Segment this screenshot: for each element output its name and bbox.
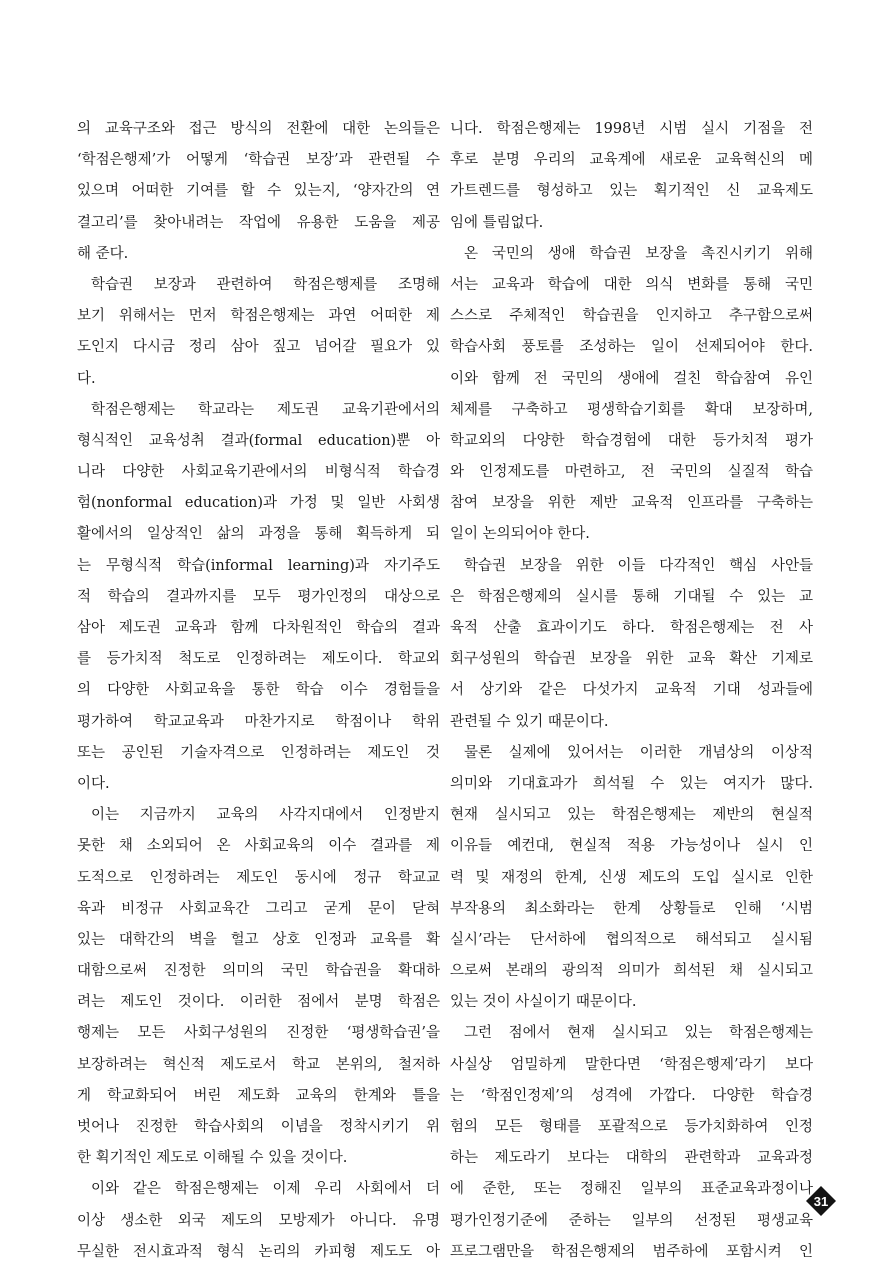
text-line: 스스로 주체적인 학습권을 인지하고 추구함으로써: [450, 308, 813, 325]
text-line: 해 준다.: [77, 245, 129, 262]
text-line: 있는 대학간의 벽을 헐고 상호 인정과 교육를 확: [77, 931, 440, 948]
text-line: 있으며 어떠한 기여를 할 수 있는지, ‘양자간의 연: [77, 183, 440, 200]
text-line: 실시’라는 단서하에 협의적으로 해석되고 실시됨: [450, 931, 813, 948]
page-number-diamond: [805, 1185, 837, 1217]
text-line: 프로그램만을 학점은행제의 범주하에 포함시켜 인: [450, 1243, 813, 1260]
text-line: 은 학점은행제의 실시를 통해 기대될 수 있는 교: [450, 588, 813, 605]
text-line: 서 상기와 같은 다섯가지 교육적 기대 성과들에: [450, 682, 813, 699]
text-line: 사실상 엄밀하게 말한다면 ‘학점은행제’라기 보다: [450, 1056, 813, 1073]
text-line: 험의 모든 형태를 포괄적으로 등가치화하여 인정: [450, 1119, 813, 1135]
text-line: 이다.: [77, 775, 110, 792]
left-column: [77, 114, 440, 1268]
text-line: 이상 생소한 외국 제도의 모방제가 아니다. 유명: [77, 1212, 440, 1229]
text-line: 있는 것이 사실이기 때문이다.: [450, 994, 637, 1011]
text-line: 평가하여 학교교육과 마찬가지로 학점이나 학위: [77, 713, 440, 730]
text-line: 후로 분명 우리의 교육계에 새로운 교육혁신의 메: [450, 152, 813, 169]
text-line: 이와 함께 전 국민의 생애에 걸친 학습참여 유인: [450, 370, 813, 387]
text-line: 삼아 제도권 교육과 함께 다차원적인 학습의 결과: [77, 620, 440, 636]
text-line: 무실한 전시효과적 형식 논리의 카피형 제도도 아: [77, 1243, 440, 1260]
text-line: 결고리’를 찾아내려는 작업에 유용한 도움을 제공: [77, 214, 440, 231]
text-line: 부작용의 최소화라는 한계 상황들로 인해 ‘시범: [450, 900, 813, 917]
text-line: 행제는 모든 사회구성원의 진정한 ‘평생학습권’을: [77, 1025, 440, 1042]
text-line: 는 ‘학점인정제’의 성격에 가깝다. 다양한 학습경: [450, 1087, 813, 1104]
text-line: 못한 채 소외되어 온 사회교육의 이수 결과를 제: [77, 838, 440, 855]
text-line: 회구성원의 학습권 보장을 위한 교육 확산 기제로: [450, 651, 813, 668]
text-line: 학습권 보장을 위한 이들 다각적인 핵심 사안들: [464, 557, 813, 574]
text-line: 물론 실제에 있어서는 이러한 개념상의 이상적: [464, 744, 813, 761]
text-line: 의 교육구조와 접근 방식의 전환에 대한 논의들은: [77, 121, 440, 137]
text-line: 온 국민의 생애 학습권 보장을 촉진시키기 위해: [464, 245, 813, 262]
right-column: [450, 114, 813, 1268]
text-line: 에 준한, 또는 정해진 일부의 표준교육과정이나: [450, 1181, 813, 1198]
text-line: 한 획기적인 제도로 이해될 수 있을 것이다.: [77, 1150, 348, 1167]
text-line: 벗어나 진정한 학습사회의 이념을 정착시키기 위: [77, 1119, 440, 1135]
text-line: 서는 교육과 학습에 대한 의식 변화를 통해 국민: [450, 276, 813, 293]
text-line: 는 무형식적 학습(informal learning)과 자기주도: [77, 557, 440, 574]
text-line: 관련될 수 있기 때문이다.: [450, 713, 609, 730]
text-line: 니다. 학점은행제는 1998년 시범 실시 기점을 전: [450, 121, 813, 137]
text-line: 적 학습의 결과까지를 모두 평가인정의 대상으로: [77, 588, 440, 605]
text-line: 육과 비정규 사회교육간 그리고 굳게 문이 닫혀: [77, 900, 440, 917]
text-line: 게 학교화되어 버린 제도화 교육의 한계와 틀을: [77, 1087, 440, 1104]
text-line: 험(nonformal education)과 가정 및 일반 사회생: [77, 495, 440, 512]
text-line: 보장하려는 혁신적 제도로서 학교 본위의, 철저하: [77, 1056, 440, 1073]
text-line: 또는 공인된 기술자격으로 인정하려는 제도인 것: [77, 744, 440, 761]
text-line: 학교외의 다양한 학습경험에 대한 등가치적 평가: [450, 432, 813, 449]
text-line: 의 다양한 사회교육을 통한 학습 이수 경험들을: [77, 682, 440, 699]
text-line: 학습사회 풍토를 조성하는 일이 선제되어야 한다.: [450, 339, 813, 356]
text-line: 려는 제도인 것이다. 이러한 점에서 분명 학점은: [77, 994, 440, 1011]
text-line: 체제를 구축하고 평생학습기회를 확대 보장하며,: [450, 401, 813, 418]
text-line: 보기 위해서는 먼저 학점은행제는 과연 어떠한 제: [77, 308, 440, 325]
text-line: 가트렌드를 형성하고 있는 획기적인 신 교육제도: [450, 183, 813, 200]
text-line: 도인지 다시금 정리 삼아 짚고 넘어갈 필요가 있: [77, 339, 440, 356]
text-line: ‘학점은행제’가 어떻게 ‘학습권 보장’과 관련될 수: [77, 152, 440, 169]
text-line: 육적 산출 효과이기도 하다. 학점은행제는 전 사: [450, 620, 813, 636]
text-line: 참여 보장을 위한 제반 교육적 인프라를 구축하는: [450, 495, 813, 512]
text-line: 평가인정기준에 준하는 일부의 선정된 평생교육: [450, 1212, 813, 1229]
text-line: 임에 틀림없다.: [450, 214, 544, 231]
text-line: 이는 지금까지 교육의 사각지대에서 인정받지: [91, 807, 440, 824]
text-line: 이유들 예컨대, 현실적 적용 가능성이나 실시 인: [450, 838, 813, 855]
text-line: 학점은행제는 학교라는 제도권 교육기관에서의: [91, 401, 440, 418]
text-line: 니라 다양한 사회교육기관에서의 비형식적 학습경: [77, 464, 440, 481]
page-number-badge: [805, 1185, 837, 1217]
text-line: 를 등가치적 척도로 인정하려는 제도이다. 학교외: [77, 651, 440, 668]
text-line: 형식적인 교육성취 결과(formal education)뿐 아: [77, 432, 440, 449]
text-line: 일이 논의되어야 한다.: [450, 526, 590, 543]
text-line: 현재 실시되고 있는 학점은행제는 제반의 현실적: [450, 807, 813, 824]
text-line: 의미와 기대효과가 희석될 수 있는 여지가 많다.: [450, 775, 813, 792]
page-number: 31: [813, 1194, 829, 1209]
text-line: 도적으로 인정하려는 제도인 동시에 정규 학교교: [77, 869, 440, 886]
text-line: 다.: [77, 370, 96, 387]
text-line: 하는 제도라기 보다는 대학의 관련학과 교육과정: [450, 1150, 813, 1167]
text-line: 활에서의 일상적인 삶의 과정을 통해 획득하게 되: [77, 526, 440, 543]
text-line: 력 및 재정의 한계, 신생 제도의 도입 실시로 인한: [450, 869, 813, 886]
text-line: 이와 같은 학점은행제는 이제 우리 사회에서 더: [91, 1181, 440, 1198]
text-line: 학습권 보장과 관련하여 학점은행제를 조명해: [91, 276, 440, 293]
text-line: 와 인정제도를 마련하고, 전 국민의 실질적 학습: [450, 464, 813, 481]
text-line: 으로써 본래의 광의적 의미가 희석된 채 실시되고: [450, 963, 813, 980]
text-line: 그런 점에서 현재 실시되고 있는 학점은행제는: [464, 1025, 813, 1042]
text-line: 대함으로써 진정한 의미의 국민 학습권을 확대하: [77, 963, 440, 980]
